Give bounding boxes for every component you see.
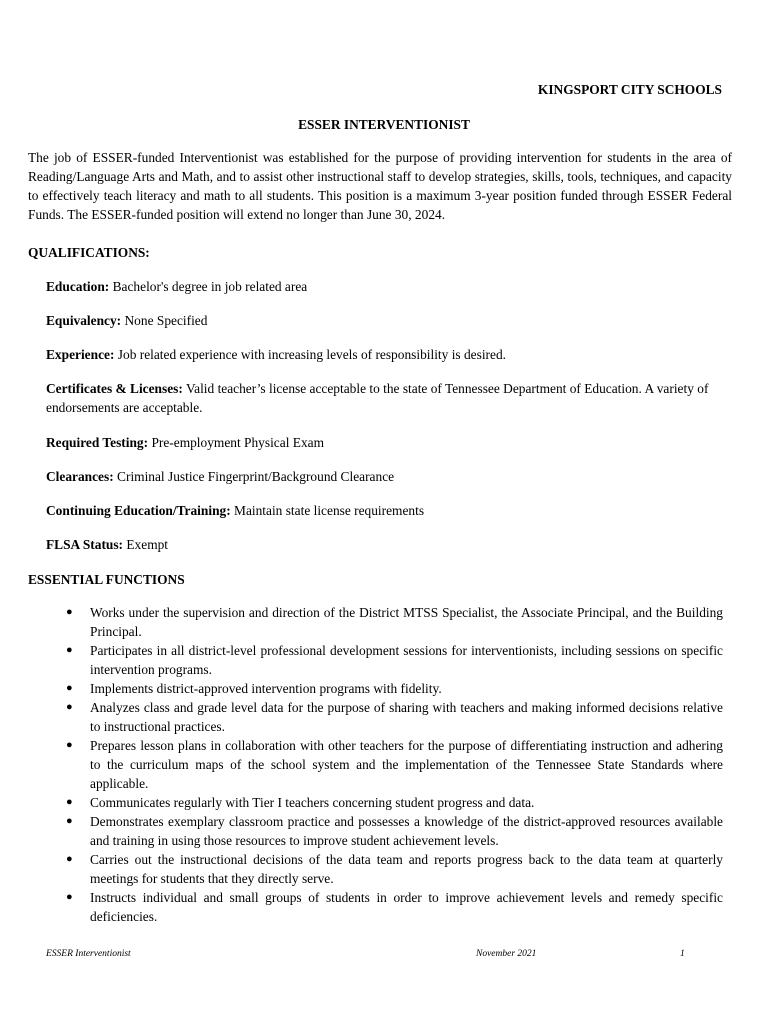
qualification-value: Exempt	[126, 537, 169, 552]
footer-date: November 2021	[476, 949, 537, 959]
list-item-text: Instructs individual and small groups of students in order to improve achievement levels and remedy specific deficiencies.	[90, 890, 723, 924]
qualification-flsa-status	[46, 535, 732, 554]
document-title: ESSER INTERVENTIONIST	[298, 117, 470, 132]
qualification-label: Required Testing:	[46, 435, 149, 450]
list-item-text: Carries out the instructional decisions of the data team and reports progress back to the data team at quarterly meetings for students that they directly serve.	[90, 852, 723, 886]
list-item	[46, 679, 723, 698]
qualification-experience	[46, 345, 732, 364]
qualification-label: Continuing Education/Training:	[46, 503, 231, 518]
bullet-icon: ●	[66, 815, 73, 827]
qualification-value: Bachelor's degree in job related area	[112, 279, 308, 294]
qualification-continuing-education	[46, 501, 732, 520]
qualification-value: Criminal Justice Fingerprint/Background Clearance	[117, 469, 395, 484]
qualification-certificates	[46, 379, 732, 417]
qualification-clearances	[46, 467, 732, 486]
bullet-icon: ●	[66, 682, 73, 694]
list-item	[46, 736, 723, 793]
bullet-icon: ●	[66, 606, 73, 618]
list-item	[46, 698, 723, 736]
list-item-text: Analyzes class and grade level data for the purpose of sharing with teachers and making informed decisions relative to instructional practices.	[90, 700, 723, 734]
organization-name: KINGSPORT CITY SCHOOLS	[537, 82, 722, 97]
qualification-value: None Specified	[124, 313, 208, 328]
qualifications-heading: QUALIFICATIONS:	[28, 245, 150, 260]
qualification-equivalency	[46, 311, 732, 330]
qualification-label: Experience:	[46, 347, 115, 362]
bullet-icon: ●	[66, 853, 73, 865]
qualification-label: Certificates & Licenses:	[46, 381, 183, 396]
list-item-text: Prepares lesson plans in collaboration with other teachers for the purpose of differentiating instruction and adhering to the curriculum maps of the school system and the implementation of the Tennessee State Standards where applicable.	[90, 738, 723, 791]
list-item-text: Participates in all district-level professional development sessions for interventionists, including sessions on specific intervention programs.	[90, 643, 723, 677]
list-item	[46, 603, 723, 641]
qualification-label: FLSA Status:	[46, 537, 124, 552]
list-item-text: Demonstrates exemplary classroom practice and possesses a knowledge of the district-approved resources available and training in using those resources to improve student achievement levels.	[90, 814, 723, 848]
qualification-required-testing	[46, 433, 732, 452]
list-item	[46, 793, 723, 812]
bullet-icon: ●	[66, 739, 73, 751]
qualification-value: Maintain state license requirements	[234, 503, 425, 518]
list-item-text: Implements district-approved intervention programs with fidelity.	[90, 681, 442, 696]
list-item	[46, 812, 723, 850]
list-item-text: Communicates regularly with Tier I teachers concerning student progress and data.	[90, 795, 535, 810]
bullet-icon: ●	[66, 891, 73, 903]
list-item	[46, 641, 723, 679]
qualification-label: Clearances:	[46, 469, 114, 484]
footer-page-number: 1	[680, 949, 685, 959]
footer-document-name: ESSER Interventionist	[46, 949, 131, 959]
qualification-value: Valid teacher’s license acceptable to the state of Tennessee Department of Education. A variety of endorsements are acceptable.	[46, 381, 709, 415]
qualification-label: Education:	[46, 279, 110, 294]
essential-functions-heading: ESSENTIAL FUNCTIONS	[28, 572, 185, 587]
essential-functions-list	[46, 603, 723, 926]
qualification-education	[46, 277, 732, 296]
qualification-value: Job related experience with increasing levels of responsibility is desired.	[117, 347, 506, 362]
intro-paragraph: The job of ESSER-funded Interventionist was established for the purpose of providing intervention for students in the area of Reading/Language Arts and Math, and to assist other instructional staff to develop strategies, skills, tools, techniques, and capacity to effectively teach literacy and math to all students. This position is a maximum 3-year position funded through ESSER Federal Funds. The ESSER-funded position will extend no longer than June 30, 2024.	[28, 150, 732, 222]
qualification-label: Equivalency:	[46, 313, 122, 328]
list-item	[46, 888, 723, 926]
qualification-value: Pre-employment Physical Exam	[151, 435, 324, 450]
list-item-text: Works under the supervision and direction of the District MTSS Specialist, the Associate Principal, and the Building Principal.	[90, 605, 723, 639]
bullet-icon: ●	[66, 796, 73, 808]
bullet-icon: ●	[66, 644, 73, 656]
bullet-icon: ●	[66, 701, 73, 713]
list-item	[46, 850, 723, 888]
